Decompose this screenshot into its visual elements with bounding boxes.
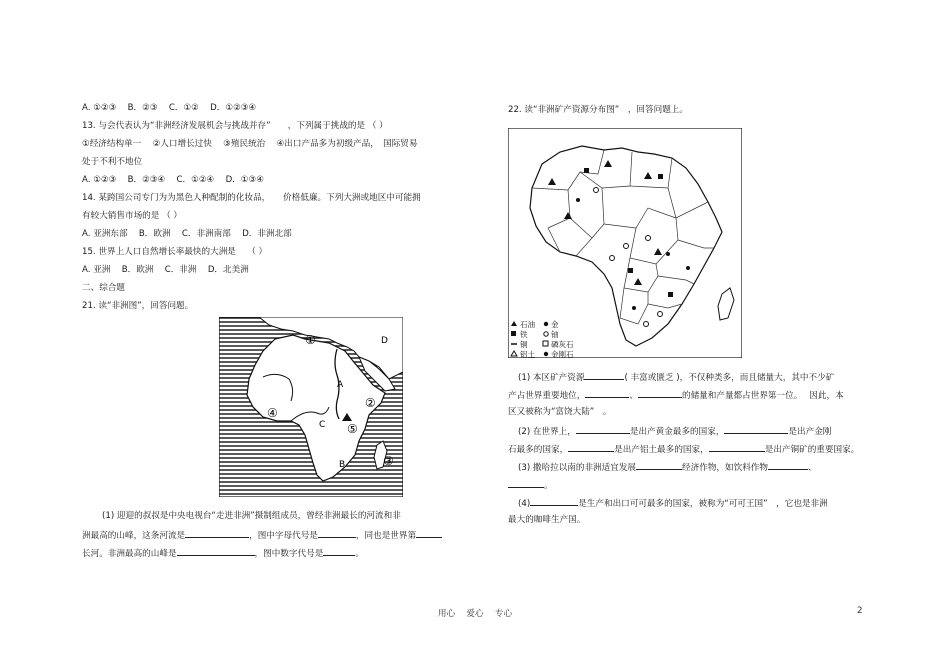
answer-blank[interactable]: [638, 388, 682, 398]
map-label-1: ①: [305, 333, 316, 347]
map-label-C: C: [319, 420, 326, 430]
answer-blank[interactable]: [323, 546, 355, 556]
q22-2-line1: (2) 在世界上， 是出产黄金最多的国家， 是出产金刚: [518, 424, 831, 438]
answer-blank[interactable]: [768, 460, 808, 470]
answer-blank[interactable]: [576, 424, 630, 434]
q13-options: A. ①②③ B．②③④ C．①②④ D．①③④: [82, 175, 264, 185]
q21-1-line1: (1) 迎迎的叔叔是中央电视台“走进非洲”摄制组成员，曾经非洲最长的河流和非: [102, 511, 401, 521]
q22-3-line1: (3) 撒哈拉以南的非洲适宜发展 经济作物，如饮料作物 、: [518, 460, 817, 474]
q22-4-line1: (4) 是生产和出口可可最多的国家，被称为“可可王国” ，它也是非洲: [518, 496, 828, 510]
page-footer: 用心 爱心 专心: [437, 609, 513, 619]
q22-stem: 22. 读“非洲矿产资源分布图” ，回答问题上。: [508, 105, 688, 115]
legend-iron: 铁: [520, 330, 528, 339]
answer-blank[interactable]: [318, 528, 356, 538]
q13-items-cont: 处于不利不地位: [82, 157, 143, 167]
answer-blank[interactable]: [508, 478, 544, 488]
map-label-D: D: [381, 336, 388, 346]
q22-3-line2: 。: [508, 478, 553, 492]
map-label-B: B: [339, 460, 346, 470]
answer-blank[interactable]: [568, 442, 614, 452]
answer-blank[interactable]: [724, 424, 788, 434]
q15-options: A. 亚洲 B．欧洲 C．非洲 D．北美洲: [82, 265, 249, 275]
q22-1-line1: (1) 本区矿产资源 ( 丰富或匮乏 )，不仅种类多，而且储量大，其中不少矿: [518, 370, 834, 384]
map-label-5: ⑤: [347, 422, 358, 436]
legend-uranium: 铀: [551, 330, 559, 339]
legend-oil: 石油: [520, 320, 535, 329]
section-heading: 二、综合题: [82, 283, 125, 293]
map-label-3: ③: [383, 454, 394, 468]
q13-items: ①经济结构单一 ②人口增长过快 ③殖民统治 ④出口产品多为初级产品， 国际贸易: [82, 139, 418, 149]
q15-stem: 15. 世界上人口自然增长率最快的大洲是 （ ）: [82, 247, 268, 257]
legend-gold: 金: [551, 320, 559, 329]
q22-2-line2: 石最多的国家， 是出产铝土最多的国家， 是出产铜矿的重要国家。: [508, 442, 859, 456]
legend-copper: 铜: [520, 340, 528, 349]
q12-options: A. ①②③ B．②③ C．①② D．①②③④: [82, 103, 257, 113]
q14-options: A. 亚洲东部 B．欧洲 C．非洲南部 D．非洲北部: [82, 229, 292, 239]
q14-stem-cont: 有较大销售市场的是 （ ）: [82, 211, 182, 221]
q22-1-line2: 产占世界重要地位， 、 的储量和产量都占世界第一位。 因此，本: [508, 388, 844, 402]
answer-blank[interactable]: [185, 528, 249, 538]
answer-blank[interactable]: [585, 388, 629, 398]
answer-blank[interactable]: [709, 442, 765, 452]
map-label-A: A: [337, 380, 344, 390]
legend-phosphate: 磷灰石: [551, 340, 574, 349]
answer-blank[interactable]: [416, 528, 442, 538]
africa-map: [219, 317, 403, 497]
q22-4-line2: 最大的咖啡生产国。: [508, 515, 586, 525]
q21-1-line2: 洲最高的山峰，这条河流是 ，图中字母代号是 ，同也是世界第: [82, 528, 442, 542]
africa-mineral-map: [508, 128, 742, 358]
answer-blank[interactable]: [177, 546, 255, 556]
map-label-4: ④: [267, 406, 278, 420]
legend-diamond: 金刚石: [551, 350, 574, 358]
q22-1-line3: 区又被称为“富饶大陆” 。: [508, 407, 612, 417]
q21-1-line3: 长河。非洲最高的山峰是 ，图中数字代号是 。: [82, 546, 364, 560]
page-number: 2: [857, 606, 863, 616]
answer-blank[interactable]: [584, 370, 624, 380]
legend-bauxite: 铝土: [520, 350, 535, 358]
q13-stem: 13. 与会代表认为“非洲经济发展机会与挑战并存” ，下列属于挑战的是 （ ）: [82, 121, 388, 131]
map-label-2: ②: [365, 396, 376, 410]
answer-blank[interactable]: [636, 460, 682, 470]
q14-stem: 14. 某跨国公司专门为为黑色人种配制的化妆品， 价格低廉。下列大洲或地区中可能拥: [82, 193, 421, 203]
answer-blank[interactable]: [530, 496, 578, 506]
q21-stem: 21. 读“非洲图”，回答问题。: [82, 301, 194, 311]
